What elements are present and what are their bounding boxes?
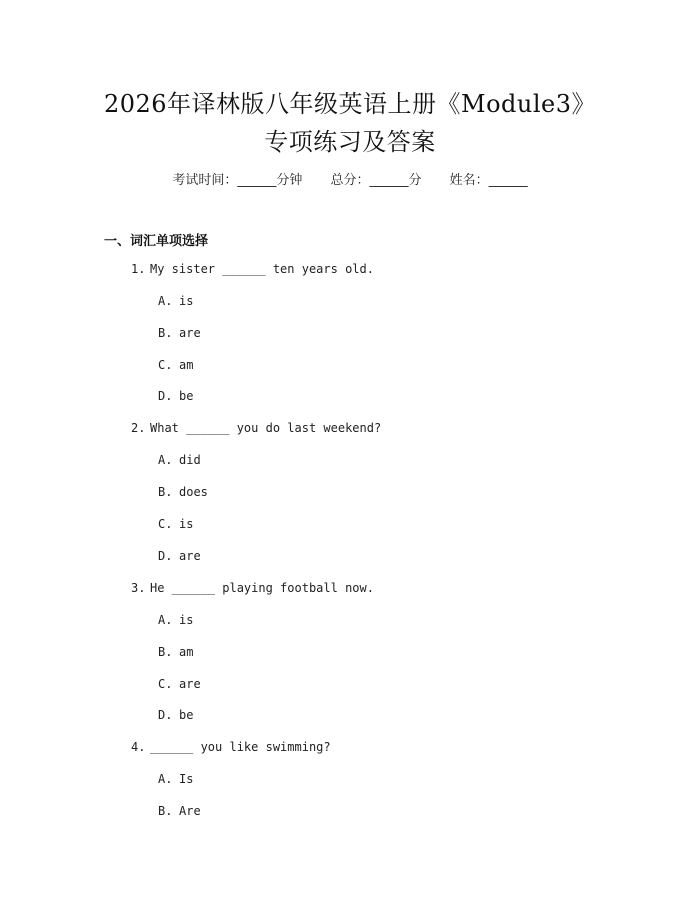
option-letter: C. xyxy=(158,358,173,372)
option-letter: A. xyxy=(158,294,173,308)
option-text: is xyxy=(179,517,194,531)
option-text: does xyxy=(179,485,208,499)
q3-option-a xyxy=(158,613,193,627)
question-number: 1. xyxy=(131,262,146,276)
question-2 xyxy=(131,421,381,435)
option-letter: D. xyxy=(158,708,173,722)
q3-option-d xyxy=(158,708,193,722)
question-number: 2. xyxy=(131,421,146,435)
question-text: ______ you like swimming? xyxy=(150,740,331,754)
option-letter: B. xyxy=(158,485,173,499)
option-letter: C. xyxy=(158,517,173,531)
q2-option-b xyxy=(158,485,208,499)
option-text: is xyxy=(179,613,194,627)
question-text: My sister ______ ten years old. xyxy=(150,262,374,276)
option-text: is xyxy=(179,294,194,308)
question-number: 4. xyxy=(131,740,146,754)
option-text: am xyxy=(179,645,194,659)
question-text: He ______ playing football now. xyxy=(150,581,374,595)
option-letter: A. xyxy=(158,613,173,627)
exam-info xyxy=(0,169,700,188)
option-text: are xyxy=(179,326,201,340)
q1-option-d xyxy=(158,389,193,403)
option-letter: A. xyxy=(158,772,173,786)
q4-option-b xyxy=(158,804,201,818)
option-text: did xyxy=(179,453,201,467)
option-letter: A. xyxy=(158,453,173,467)
option-letter: D. xyxy=(158,549,173,563)
option-letter: B. xyxy=(158,326,173,340)
option-text: are xyxy=(179,549,201,563)
q1-option-b xyxy=(158,326,201,340)
q3-option-c xyxy=(158,677,201,691)
exam-time-field: 考试时间：______分钟 xyxy=(172,173,303,188)
q2-option-a xyxy=(158,453,201,467)
option-text: Is xyxy=(179,772,194,786)
q2-option-c xyxy=(158,517,193,531)
option-letter: B. xyxy=(158,645,173,659)
question-text: What ______ you do last weekend? xyxy=(150,421,382,435)
option-text: Are xyxy=(179,804,201,818)
student-name-field: 姓名：______ xyxy=(449,173,528,188)
question-4 xyxy=(131,740,331,754)
page-title: 2026年译林版八年级英语上册《Module3》 xyxy=(103,90,597,118)
question-1 xyxy=(131,262,374,276)
option-text: be xyxy=(179,708,194,722)
question-3 xyxy=(131,581,374,595)
option-text: am xyxy=(179,358,194,372)
q3-option-b xyxy=(158,645,193,659)
q1-option-a xyxy=(158,294,193,308)
question-number: 3. xyxy=(131,581,146,595)
q1-option-c xyxy=(158,358,193,372)
option-letter: D. xyxy=(158,389,173,403)
q2-option-d xyxy=(158,549,201,563)
page-subtitle: 专项练习及答案 xyxy=(264,128,436,156)
option-letter: C. xyxy=(158,677,173,691)
q4-option-a xyxy=(158,772,193,786)
option-letter: B. xyxy=(158,804,173,818)
section-heading: 一、词汇单项选择 xyxy=(104,234,209,249)
total-score-field: 总分：______分 xyxy=(330,173,422,188)
option-text: be xyxy=(179,389,194,403)
option-text: are xyxy=(179,677,201,691)
